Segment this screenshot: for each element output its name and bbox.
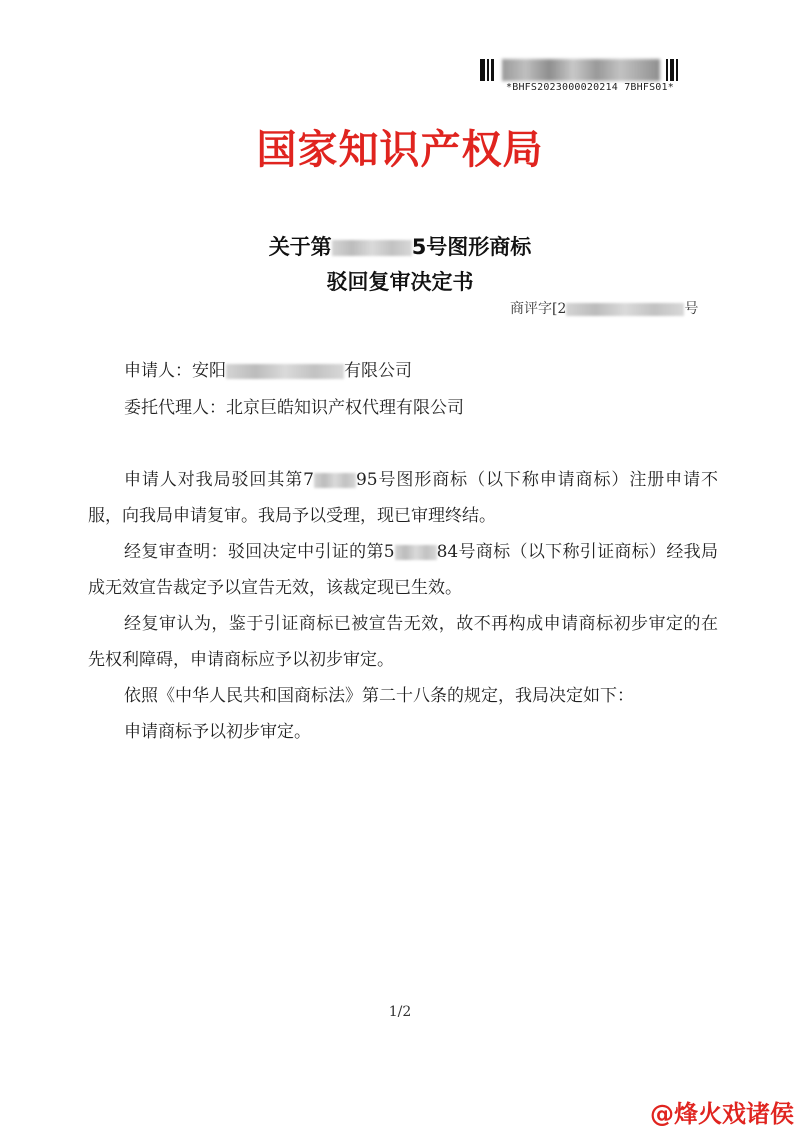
- barcode: [480, 59, 680, 81]
- redacted-application-number: [314, 473, 356, 488]
- redacted-applicant-name: [226, 364, 344, 379]
- document-title-line2: 驳回复审决定书: [326, 270, 474, 294]
- paragraph-4: 依照《中华人民共和国商标法》第二十八条的规定，我局决定如下：: [124, 686, 634, 706]
- watermark: @烽火戏诸侯: [650, 1100, 794, 1128]
- document-title-line1: 关于第 5号图形商标: [268, 235, 532, 259]
- paragraph-5: 申请商标予以初步审定。: [124, 722, 311, 742]
- redacted-reference: [566, 303, 684, 316]
- reference-number: 商评字[2 号: [510, 301, 699, 317]
- redacted-cited-number: [395, 545, 437, 560]
- paragraph-3: 经复审认为，鉴于引证商标已被宣告无效，故不再构成申请商标初步审定的在先权利障碍，申请商标应予以初步审定。: [88, 614, 718, 670]
- paragraph-2: 经复审查明：驳回决定中引证的第5 84号商标（以下称引证商标）经我局成无效宣告裁定予以宣告无效，该裁定现已生效。: [88, 542, 718, 598]
- paragraph-1: 申请人对我局驳回其第7 95号图形商标（以下称申请商标）注册申请不服，向我局申请复审。我局予以受理，现已审理终结。: [88, 470, 718, 526]
- applicant-line: 申请人：安阳 有限公司: [124, 361, 412, 381]
- page-number: 1/2: [388, 1004, 412, 1020]
- agency-header: 国家知识产权局: [256, 127, 544, 173]
- barcode-text: *BHFS2023000020214 7BHFS01*: [506, 82, 674, 93]
- redacted-trademark-number: [332, 240, 412, 256]
- agent-line: 委托代理人：北京巨皓知识产权代理有限公司: [124, 398, 464, 418]
